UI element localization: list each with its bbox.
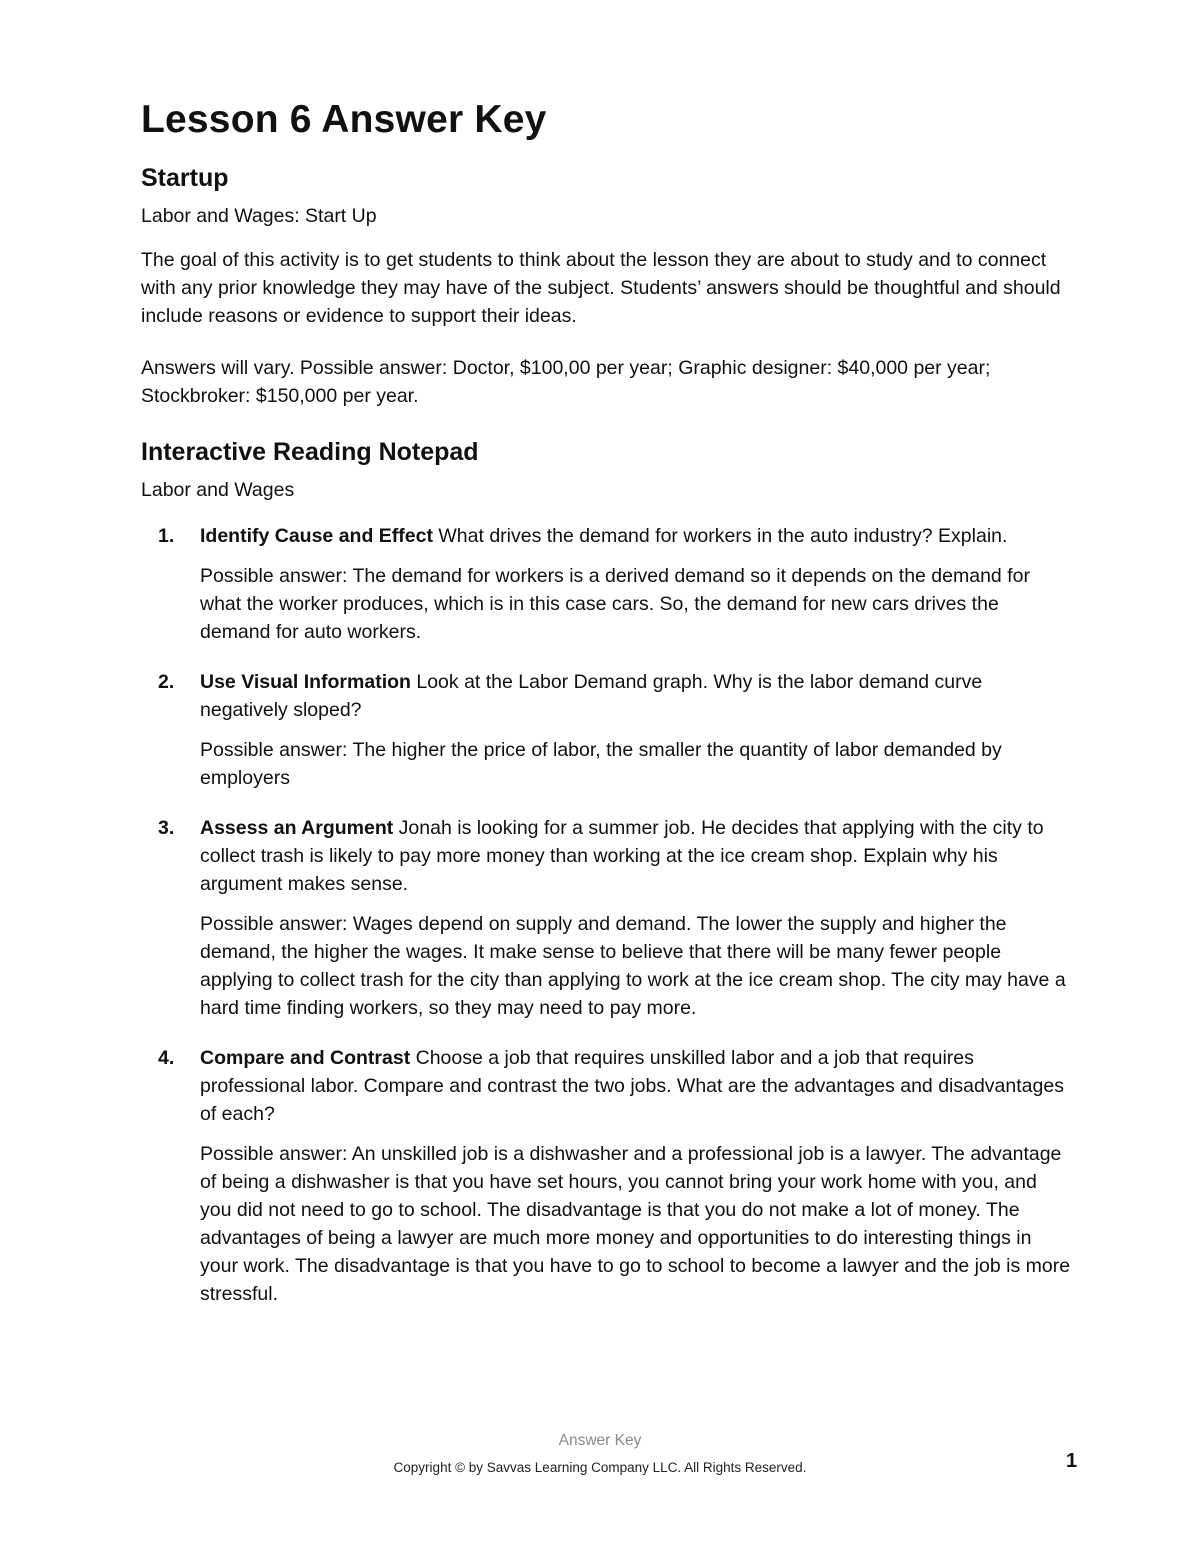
item-question-text: Look at the Labor Demand graph. Why is the labor demand curve negatively sloped? (200, 671, 983, 721)
startup-paragraph-answers: Answers will vary. Possible answer: Doctor, $100,00 per year; Graphic designer: $40,000 per year; Stockbroker: $150,000 per year. (141, 357, 991, 407)
item-number: 1. (158, 525, 175, 547)
footer-label: Answer Key (558, 1432, 642, 1449)
item-skill: Compare and Contrast (200, 1047, 411, 1069)
item-skill: Assess an Argument (200, 817, 394, 839)
section-subheading-notepad: Labor and Wages (141, 479, 295, 501)
startup-paragraph-goal: The goal of this activity is to get students to think about the lesson they are about to study and to connect with any prior knowledge they may have of the subject. Students’ answers should be thoughtful and should include reasons or evidence to support their ideas. (141, 249, 1061, 327)
item-question (200, 814, 1071, 898)
list-item (141, 668, 1071, 792)
item-question-text: Jonah is looking for a summer job. He decides that applying with the city to collect trash is likely to pay more money than working at the ice cream shop. Explain why his argument makes sense. (200, 817, 1044, 895)
page-title: Lesson 6 Answer Key (141, 98, 547, 141)
item-question-text: Choose a job that requires unskilled labor and a job that requires professional labor. Compare and contrast the two jobs. What are the advantages and disadvantages of each? (200, 1047, 1064, 1125)
item-question (200, 668, 1071, 724)
item-skill: Identify Cause and Effect (200, 525, 433, 547)
list-item (141, 1044, 1071, 1308)
item-answer: Possible answer: An unskilled job is a dishwasher and a professional job is a lawyer. The advantage of being a dishwasher is that you have set hours, you cannot bring your work home with you, and you did not need to go to school. The disadvantage is that you do not make a lot of money. The advantages of being a lawyer are much more money and opportunities to do interesting things in your work. The disadvantage is that you have to go to school to become a lawyer and the job is more stressful. (200, 1143, 1071, 1305)
item-question (200, 522, 1071, 550)
item-answer: Possible answer: The higher the price of labor, the smaller the quantity of labor demanded by employers (200, 739, 1002, 789)
list-item (141, 814, 1071, 1022)
list-item (141, 522, 1071, 646)
item-answer: Possible answer: The demand for workers is a derived demand so it depends on the demand for what the worker produces, which is in this case cars. So, the demand for new cars drives the demand for auto workers. (200, 565, 1030, 643)
page-number: 1 (1066, 1450, 1078, 1472)
item-answer: Possible answer: Wages depend on supply and demand. The lower the supply and higher the demand, the higher the wages. It make sense to believe that there will be many fewer people applying to collect trash for the city than applying to work at the ice cream shop. The city may have a hard time finding workers, so they may need to pay more. (200, 913, 1066, 1019)
item-number: 2. (158, 671, 175, 693)
section-heading-startup: Startup (141, 164, 229, 192)
section-heading-notepad: Interactive Reading Notepad (141, 438, 479, 466)
section-subheading-startup: Labor and Wages: Start Up (141, 205, 377, 227)
item-number: 4. (158, 1047, 175, 1069)
question-list (141, 522, 1071, 1308)
item-number: 3. (158, 817, 175, 839)
page-content (141, 96, 1071, 1308)
item-skill: Use Visual Information (200, 671, 411, 693)
item-question-text: What drives the demand for workers in the auto industry? Explain. (432, 525, 1008, 547)
footer-copyright: Copyright © by Savvas Learning Company LLC. All Rights Reserved. (393, 1460, 807, 1475)
item-question (200, 1044, 1071, 1128)
